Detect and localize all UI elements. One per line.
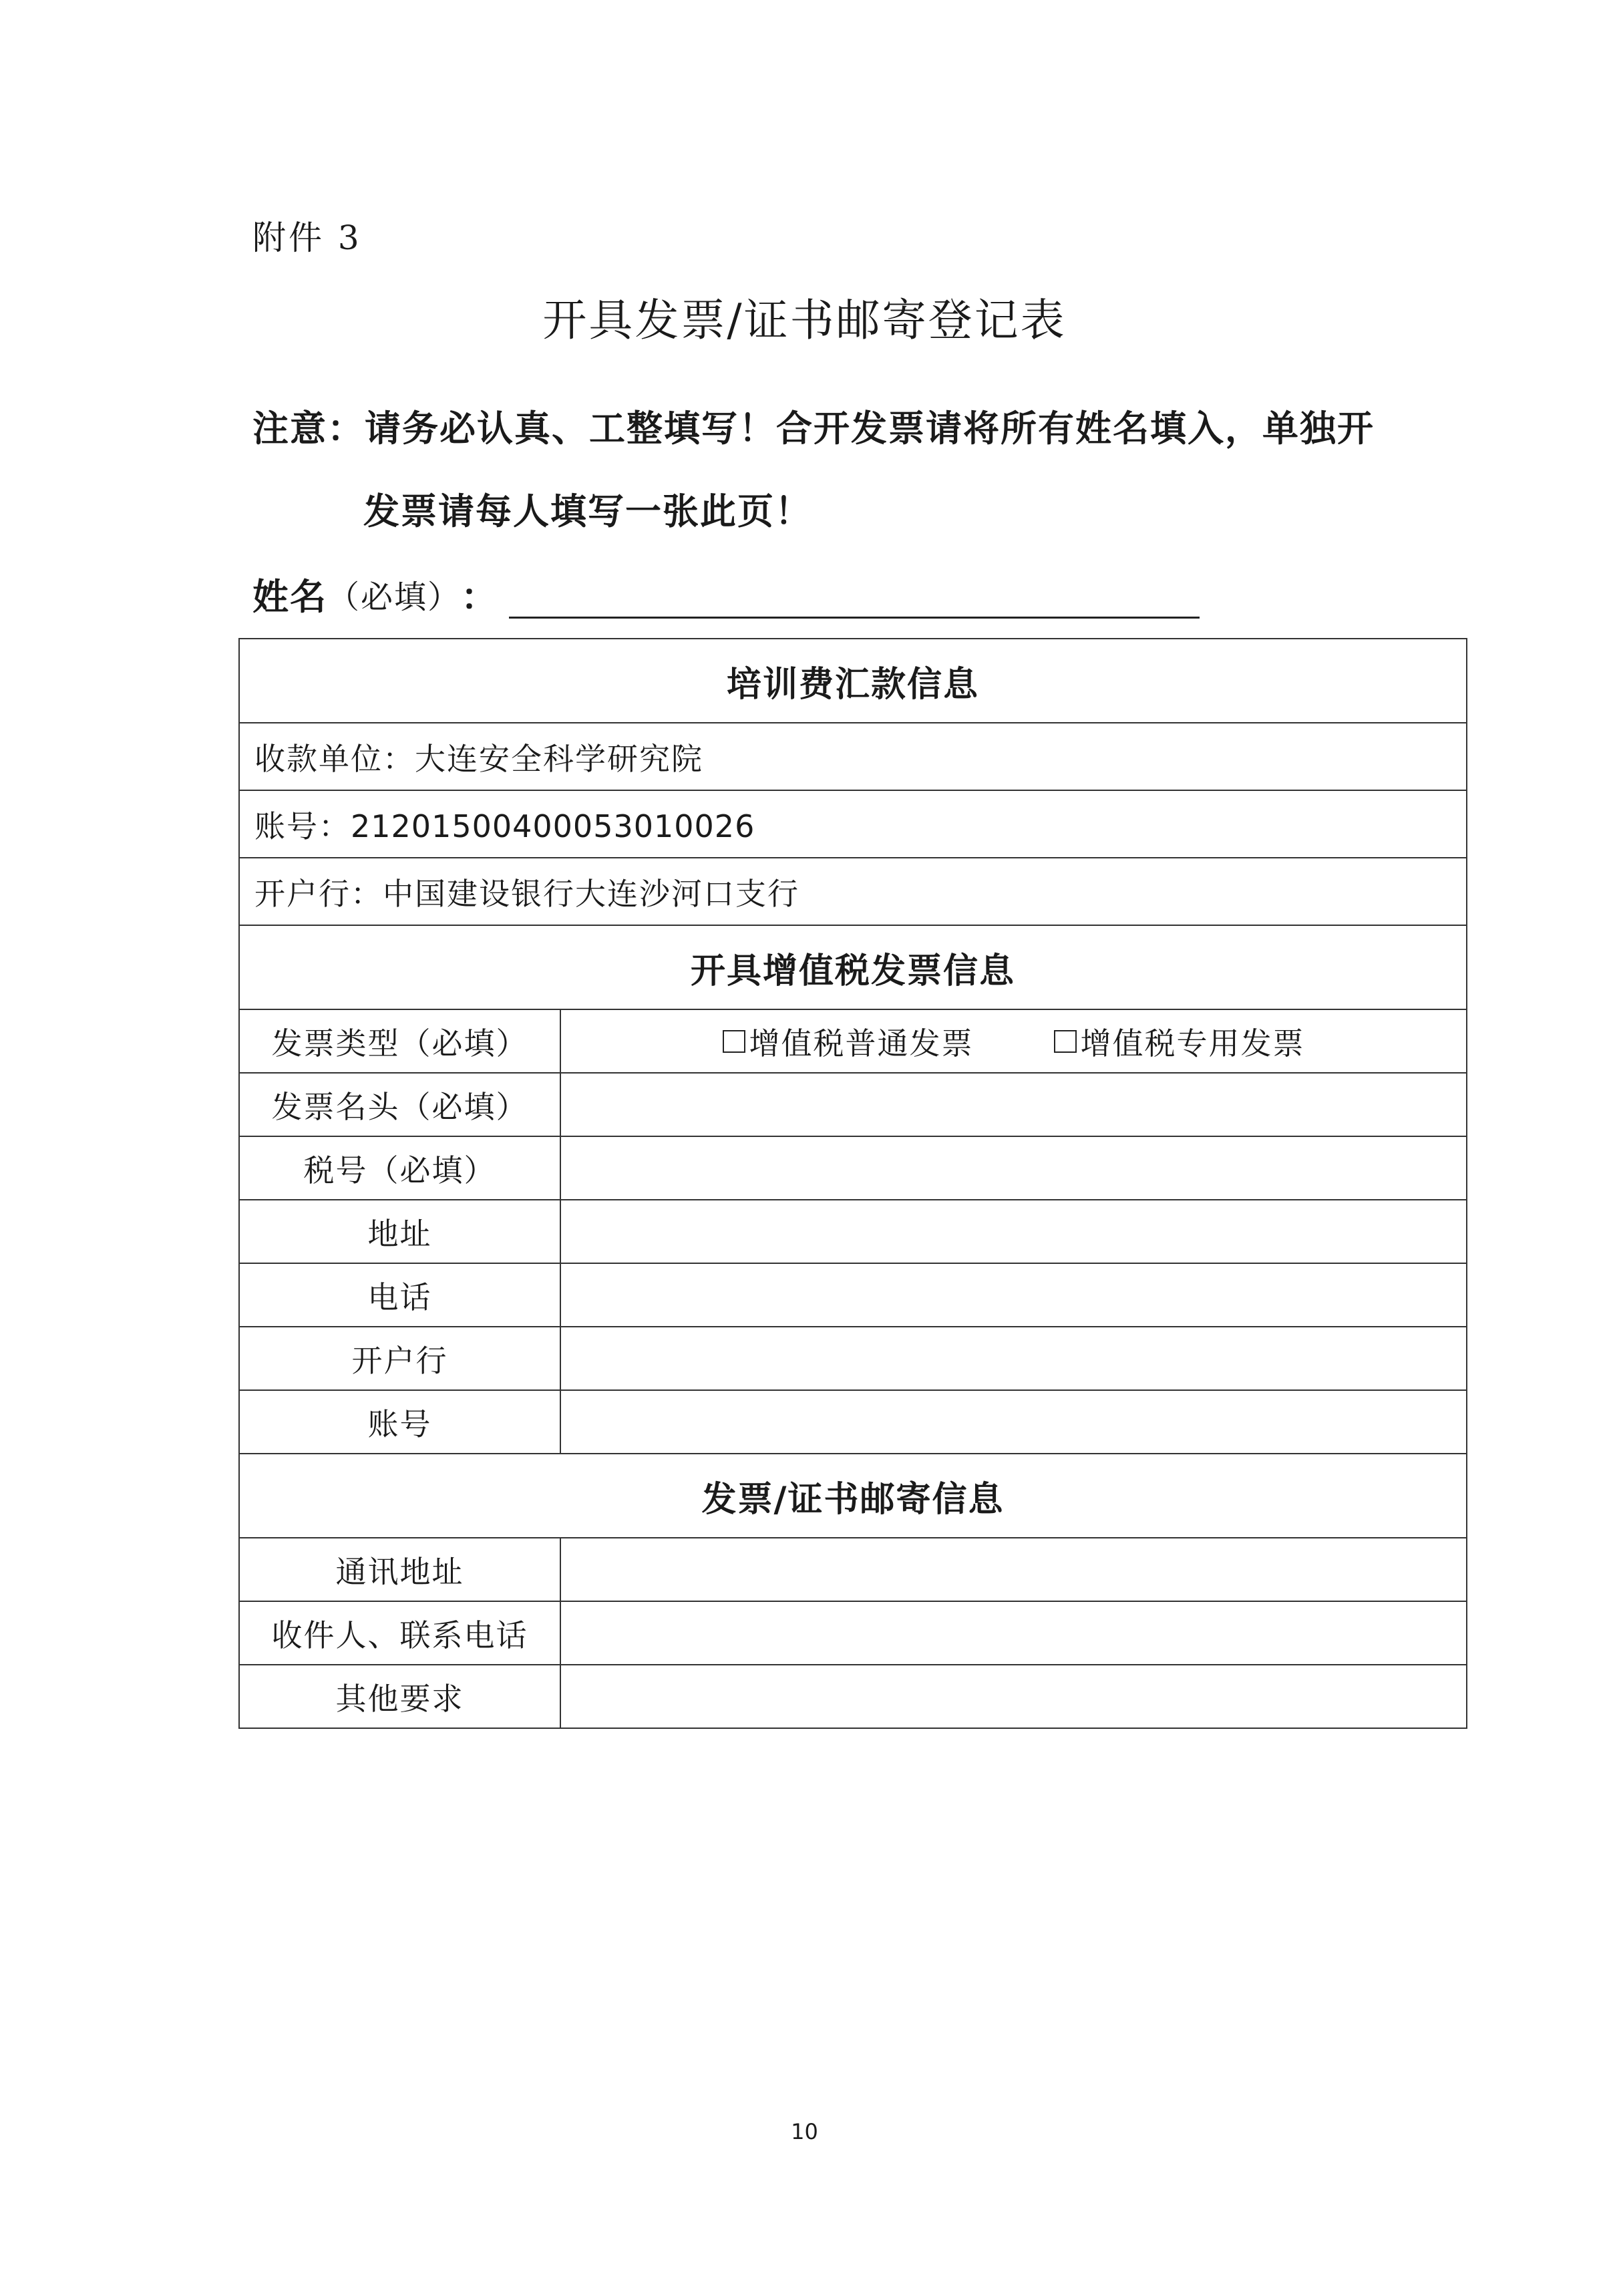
notice-line-1: 注意：请务必认真、工整填写！合开发票请将所有姓名填入，单独开: [252, 407, 1375, 450]
name-required-note: （必填）: [327, 579, 462, 616]
invoice-bank-field[interactable]: [560, 1327, 1467, 1390]
payee-row: [239, 723, 1467, 790]
ordinary-invoice-checkbox[interactable]: [723, 1030, 745, 1053]
invoice-account-field[interactable]: [560, 1390, 1467, 1454]
tax-number-label: 税号（必填）: [239, 1136, 560, 1200]
name-label: 姓名: [252, 576, 327, 618]
name-field-row: [252, 572, 1200, 619]
phone-field[interactable]: [560, 1263, 1467, 1327]
invoice-bank-label: 开户行: [239, 1327, 560, 1390]
payee-value: 大连安全科学研究院: [415, 740, 703, 777]
account-number: 21201500400053010026: [351, 808, 755, 844]
invoice-bank-row: [239, 1327, 1467, 1390]
mailing-section-heading: 发票/证书邮寄信息: [239, 1454, 1467, 1538]
name-colon: ：: [461, 576, 498, 618]
form-title: 开具发票/证书邮寄登记表: [542, 295, 1067, 346]
bank-row: [239, 858, 1467, 925]
invoice-title-field[interactable]: [560, 1073, 1467, 1136]
account-cell: [239, 790, 1467, 858]
registration-table: [238, 638, 1467, 1729]
page-number: 10: [791, 2119, 818, 2144]
tax-number-row: [239, 1136, 1467, 1200]
option-ordinary-invoice[interactable]: [723, 1019, 974, 1063]
account-row: [239, 790, 1467, 858]
address-field[interactable]: [560, 1200, 1467, 1263]
invoice-account-row: [239, 1390, 1467, 1454]
payee-label: 收款单位：: [254, 740, 415, 777]
invoice-title-row: [239, 1073, 1467, 1136]
attachment-label: 附件 3: [252, 218, 362, 257]
recipient-row: [239, 1601, 1467, 1665]
address-label: 地址: [239, 1200, 560, 1263]
phone-row: [239, 1263, 1467, 1327]
bank-value: 中国建设银行大连沙河口支行: [383, 875, 799, 912]
notice-line-2: 发票请每人填写一张此页！: [363, 490, 812, 532]
payee-cell: [239, 723, 1467, 790]
payment-heading-row: [239, 639, 1467, 723]
mailing-heading-row: [239, 1454, 1467, 1538]
other-requirements-row: [239, 1665, 1467, 1728]
mailing-address-row: [239, 1538, 1467, 1601]
account-label: 账号：: [254, 808, 351, 844]
ordinary-invoice-label: 增值税普通发票: [749, 1025, 974, 1061]
invoice-type-options: [560, 1009, 1467, 1073]
other-requirements-field[interactable]: [560, 1665, 1467, 1728]
recipient-field[interactable]: [560, 1601, 1467, 1665]
invoice-heading-row: [239, 925, 1467, 1009]
invoice-title-label: 发票名头（必填）: [239, 1073, 560, 1136]
other-requirements-label: 其他要求: [239, 1665, 560, 1728]
recipient-label: 收件人、联系电话: [239, 1601, 560, 1665]
mailing-address-field[interactable]: [560, 1538, 1467, 1601]
special-invoice-label: 增值税专用发票: [1080, 1025, 1305, 1061]
mailing-address-label: 通讯地址: [239, 1538, 560, 1601]
option-special-invoice[interactable]: [1054, 1019, 1305, 1063]
name-input-line[interactable]: [509, 577, 1200, 619]
payment-section-heading: 培训费汇款信息: [239, 639, 1467, 723]
bank-cell: [239, 858, 1467, 925]
phone-label: 电话: [239, 1263, 560, 1327]
bank-label: 开户行：: [254, 875, 383, 912]
tax-number-field[interactable]: [560, 1136, 1467, 1200]
invoice-type-row: [239, 1009, 1467, 1073]
invoice-section-heading: 开具增值税发票信息: [239, 925, 1467, 1009]
invoice-type-label: 发票类型（必填）: [239, 1009, 560, 1073]
address-row: [239, 1200, 1467, 1263]
invoice-account-label: 账号: [239, 1390, 560, 1454]
special-invoice-checkbox[interactable]: [1054, 1030, 1077, 1053]
